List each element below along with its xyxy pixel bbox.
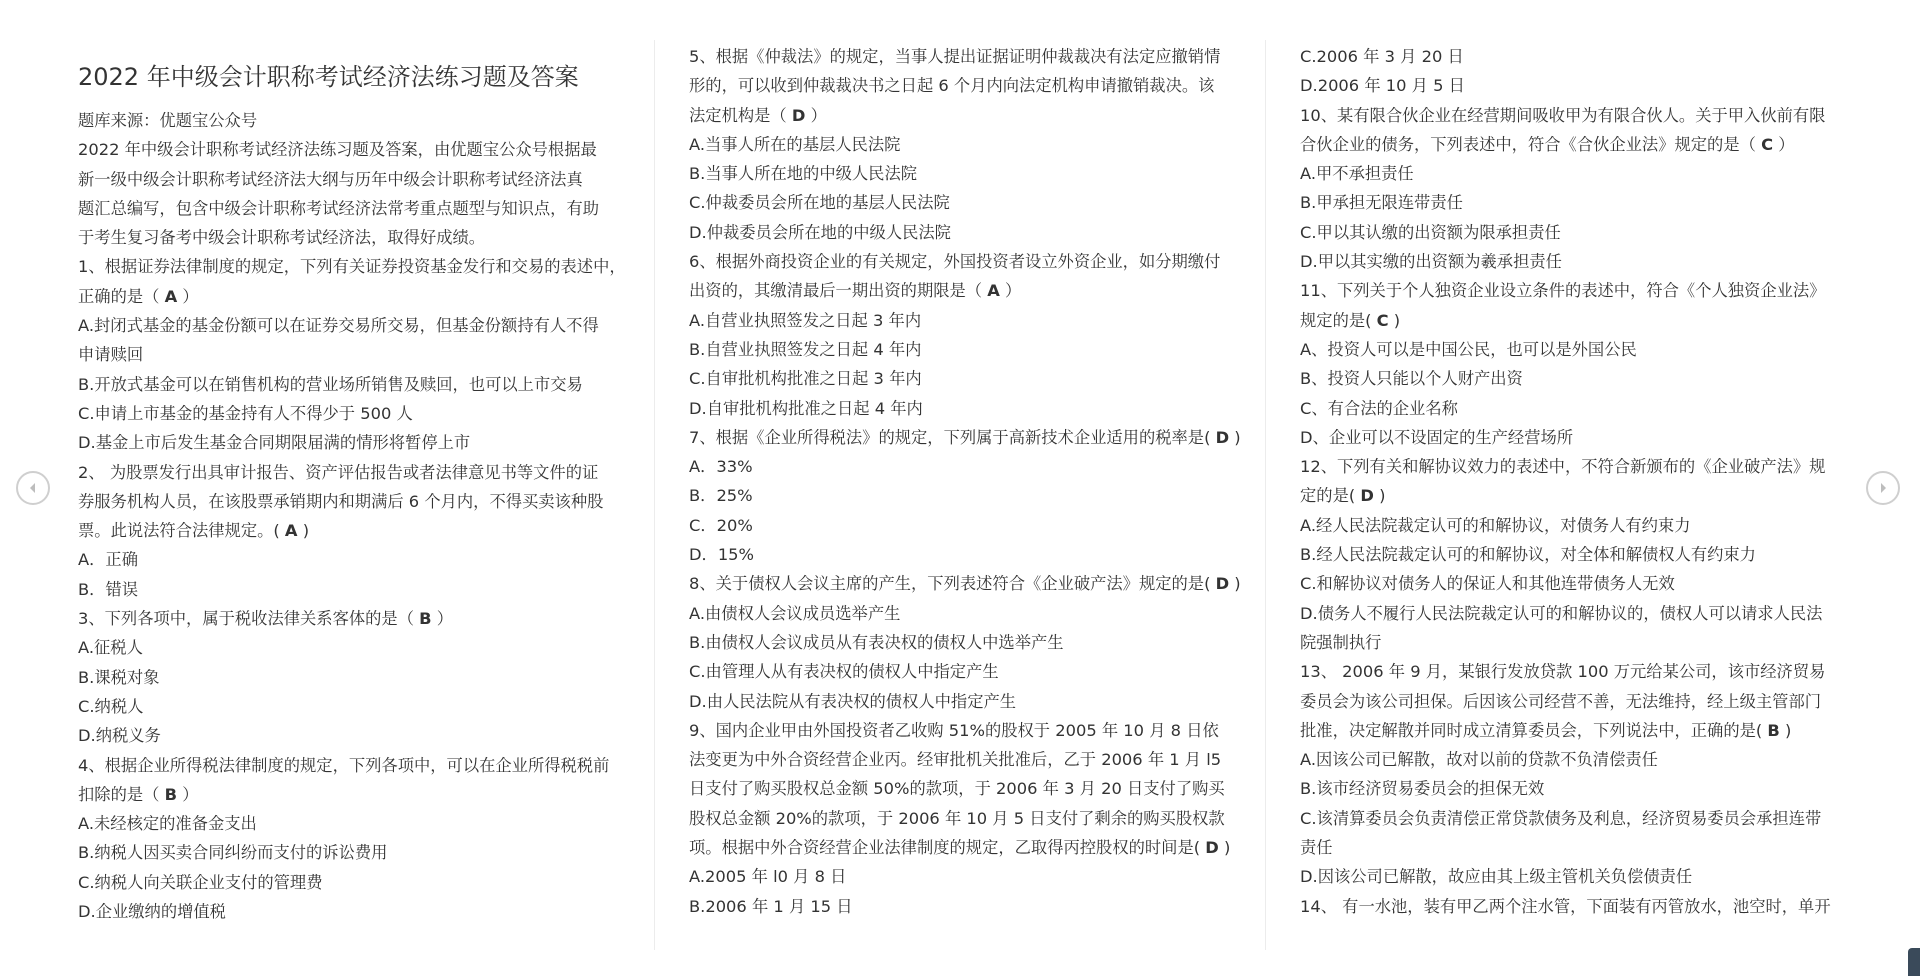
- answer-mark: B: [1767, 720, 1780, 740]
- text-line: 10、某有限合伙企业在经营期间吸收甲为有限合伙人。关于甲入伙前有限: [1300, 105, 1826, 125]
- answer-mark: D: [1215, 427, 1230, 447]
- text-line: 5、根据《仲裁法》的规定，当事人提出证据证明仲裁裁决有法定应撤销情: [689, 47, 1221, 66]
- text-line: C.申请上市基金的基金持有人不得少于 500 人: [78, 403, 413, 423]
- text-line: D.由人民法院从有表决权的债权人中指定产生: [689, 691, 1017, 711]
- text-line: B.纳税人因买卖合同纠纷而支付的诉讼费用: [78, 843, 388, 863]
- text-line: A、投资人可以是中国公民，也可以是外国公民: [1300, 339, 1637, 359]
- text-line: 扣除的是（ B ）: [78, 784, 199, 804]
- text-line: B.2006 年 1 月 15 日: [689, 896, 853, 916]
- text-line: D．15%: [689, 545, 755, 565]
- text-line: C.和解协议对债务人的保证人和其他连带债务人无效: [1300, 574, 1675, 594]
- text-line: D.纳税义务: [78, 726, 161, 746]
- text-line: 票。此说法符合法律规定。( A ): [78, 521, 310, 541]
- text-line: B.经人民法院裁定认可的和解协议，对全体和解债权人有约束力: [1300, 545, 1756, 565]
- text-line: 形的，可以收到仲裁裁决书之日起 6 个月内向法定机构申请撤销裁决。该: [689, 76, 1215, 96]
- column-2: [689, 42, 1249, 921]
- text-line: 4、根据企业所得税法律制度的规定，下列各项中，可以在企业所得税税前: [78, 755, 610, 775]
- column-1: [78, 106, 638, 926]
- text-line: 9、国内企业甲由外国投资者乙收购 51%的股权于 2005 年 10 月 8 日依: [689, 720, 1219, 740]
- text-line: 11、下列关于个人独资企业设立条件的表述中，符合《个人独资企业法》: [1300, 281, 1826, 301]
- text-line: 12、下列有关和解协议效力的表述中，不符合新颁布的《企业破产法》规: [1300, 457, 1826, 477]
- answer-mark: D: [791, 105, 806, 125]
- answer-mark: B: [164, 784, 178, 804]
- answer-mark: D: [1360, 486, 1374, 506]
- text-line: C.仲裁委员会所在地的基层人民法院: [689, 193, 950, 213]
- text-line: C、有合法的企业名称: [1300, 398, 1458, 418]
- text-line: 项。根据中外合资经营企业法律制度的规定，乙取得丙控股权的时间是( D ): [689, 838, 1231, 858]
- text-line: C.由管理人从有表决权的债权人中指定产生: [689, 662, 999, 682]
- text-line: 法定机构是（ D ）: [689, 105, 827, 125]
- text-line: B.甲承担无限连带责任: [1300, 193, 1463, 213]
- text-line: B.当事人所在地的中级人民法院: [689, 164, 918, 184]
- text-line: 日支付了购买股权总金额 50%的款项，于 2006 年 3 月 20 日支付了购买: [689, 779, 1225, 799]
- chevron-left-icon: [26, 481, 40, 495]
- text-line: C.纳税人向关联企业支付的管理费: [78, 872, 323, 892]
- chevron-right-icon: [1876, 481, 1890, 495]
- text-line: 于考生复习备考中级会计职称考试经济法，取得好成绩。: [78, 228, 486, 248]
- text-line: A.自营业执照签发之日起 3 年内: [689, 310, 922, 330]
- text-line: A.经人民法院裁定认可的和解协议，对债务人有约束力: [1300, 515, 1691, 535]
- text-line: 8、关于债权人会议主席的产生，下列表述符合《企业破产法》规定的是( D ): [689, 574, 1241, 594]
- answer-mark: A: [987, 281, 1000, 301]
- text-line: 13、 2006 年 9 月，某银行发放贷款 100 万元给某公司，该市经济贸易: [1300, 662, 1826, 682]
- text-line: 题库来源：优题宝公众号: [78, 111, 258, 130]
- text-line: A.因该公司已解散，故对以前的贷款不负清偿责任: [1300, 750, 1658, 770]
- text-line: A.封闭式基金的基金份额可以在证券交易所交易，但基金份额持有人不得: [78, 316, 599, 336]
- prev-page-button[interactable]: [16, 471, 50, 505]
- answer-mark: B: [419, 609, 432, 629]
- text-line: D.因该公司已解散，故应由其上级主管机关负偿债责任: [1300, 867, 1693, 887]
- text-line: D.仲裁委员会所在地的中级人民法院: [689, 222, 951, 242]
- text-line: B.课税对象: [78, 667, 160, 687]
- text-line: 2、 为股票发行出具审计报告、资产评估报告或者法律意见书等文件的证: [78, 462, 599, 482]
- text-line: A.2005 年 l0 月 8 日: [689, 867, 847, 887]
- text-line: 题汇总编写，包含中级会计职称考试经济法常考重点题型与知识点，有助: [78, 198, 600, 218]
- text-line: 院强制执行: [1300, 632, 1382, 652]
- text-line: A.当事人所在的基层人民法院: [689, 134, 901, 154]
- text-line: 14、 有一水池，装有甲乙两个注水管，下面装有丙管放水，池空时，单开: [1300, 896, 1831, 916]
- text-line: 新一级中级会计职称考试经济法大纲与历年中级会计职称考试经济法真: [78, 169, 583, 189]
- text-line: 7、根据《企业所得税法》的规定，下列属于高新技术企业适用的税率是( D ): [689, 427, 1241, 447]
- text-line: 6、根据外商投资企业的有关规定，外国投资者设立外资企业，如分期缴付: [689, 252, 1221, 272]
- text-line: D.自审批机构批准之日起 4 年内: [689, 398, 923, 418]
- text-line: A.甲不承担责任: [1300, 164, 1414, 184]
- text-line: A.由债权人会议成员选举产生: [689, 603, 901, 623]
- text-line: B．25%: [689, 486, 753, 506]
- text-line: A.征税人: [78, 638, 143, 658]
- text-line: B.由债权人会议成员从有表决权的债权人中选举产生: [689, 632, 1064, 652]
- answer-mark: C: [1761, 134, 1774, 154]
- text-line: D、企业可以不设固定的生产经营场所: [1300, 427, 1574, 447]
- column-3: [1300, 42, 1860, 921]
- column-divider: [1265, 40, 1266, 950]
- text-line: 1、根据证券法律制度的规定，下列有关证券投资基金发行和交易的表述中，: [78, 257, 626, 277]
- text-line: 批准，决定解散并同时成立清算委员会，下列说法中，正确的是( B ): [1300, 720, 1792, 740]
- answer-mark: A: [164, 286, 178, 306]
- text-line: 券服务机构人员，在该股票承销期内和期满后 6 个月内，不得买卖该种股: [78, 491, 604, 511]
- text-line: A.未经核定的准备金支出: [78, 814, 257, 834]
- text-line: 申请赎回: [78, 345, 144, 365]
- text-line: D.2006 年 10 月 5 日: [1300, 76, 1465, 96]
- text-line: B．错误: [78, 579, 139, 599]
- text-line: C.纳税人: [78, 696, 144, 716]
- text-line: 3、下列各项中，属于税收法律关系客体的是（ B ）: [78, 609, 454, 629]
- text-line: 2022 年中级会计职称考试经济法练习题及答案，由优题宝公众号根据最: [78, 140, 597, 160]
- text-line: 出资的，其缴清最后一期出资的期限是（ A ）: [689, 281, 1022, 301]
- text-line: B、投资人只能以个人财产出资: [1300, 369, 1523, 389]
- text-line: 法变更为中外合资经营企业丙。经审批机关批准后，乙于 2006 年 1 月 l5: [689, 750, 1222, 770]
- text-line: 委员会为该公司担保。后因该公司经营不善，无法维持，经上级主管部门: [1300, 691, 1822, 711]
- text-line: 股权总金额 20%的款项，于 2006 年 10 月 5 日支付了剩余的购买股权款: [689, 808, 1225, 828]
- answer-mark: D: [1205, 838, 1219, 858]
- text-line: C.自审批机构批准之日起 3 年内: [689, 369, 922, 389]
- document-title: 2022 年中级会计职称考试经济法练习题及答案: [78, 63, 579, 91]
- answer-mark: A: [284, 521, 298, 541]
- text-line: D.甲以其实缴的出资额为羲承担责任: [1300, 252, 1562, 272]
- text-line: 正确的是（ A ）: [78, 286, 199, 306]
- text-line: C．20%: [689, 515, 753, 535]
- text-line: 定的是( D ): [1300, 486, 1386, 506]
- text-line: B.开放式基金可以在销售机构的营业场所销售及赎回，也可以上市交易: [78, 374, 583, 394]
- text-line: D.债务人不履行人民法院裁定认可的和解协议的，债权人可以请求人民法: [1300, 603, 1823, 623]
- text-line: D.基金上市后发生基金合同期限届满的情形将暂停上市: [78, 433, 471, 453]
- answer-mark: C: [1376, 310, 1389, 330]
- text-line: D.企业缴纳的增值税: [78, 902, 226, 922]
- text-line: C.甲以其认缴的出资额为限承担责任: [1300, 222, 1561, 242]
- answer-mark: D: [1215, 574, 1230, 594]
- text-line: 责任: [1300, 838, 1333, 858]
- scroll-handle[interactable]: [1908, 948, 1920, 976]
- text-line: B.该市经济贸易委员会的担保无效: [1300, 779, 1545, 799]
- text-line: 合伙企业的债务，下列表述中，符合《合伙企业法》规定的是（ C ）: [1300, 134, 1795, 154]
- text-line: C.该清算委员会负责清偿正常贷款债务及利息，经济贸易委员会承担连带: [1300, 808, 1822, 828]
- text-line: 规定的是( C ): [1300, 310, 1401, 330]
- text-line: A．正确: [78, 550, 138, 570]
- next-page-button[interactable]: [1866, 471, 1900, 505]
- text-line: C.2006 年 3 月 20 日: [1300, 47, 1464, 66]
- column-divider: [654, 40, 655, 950]
- text-line: B.自营业执照签发之日起 4 年内: [689, 339, 922, 359]
- text-line: A．33%: [689, 457, 753, 477]
